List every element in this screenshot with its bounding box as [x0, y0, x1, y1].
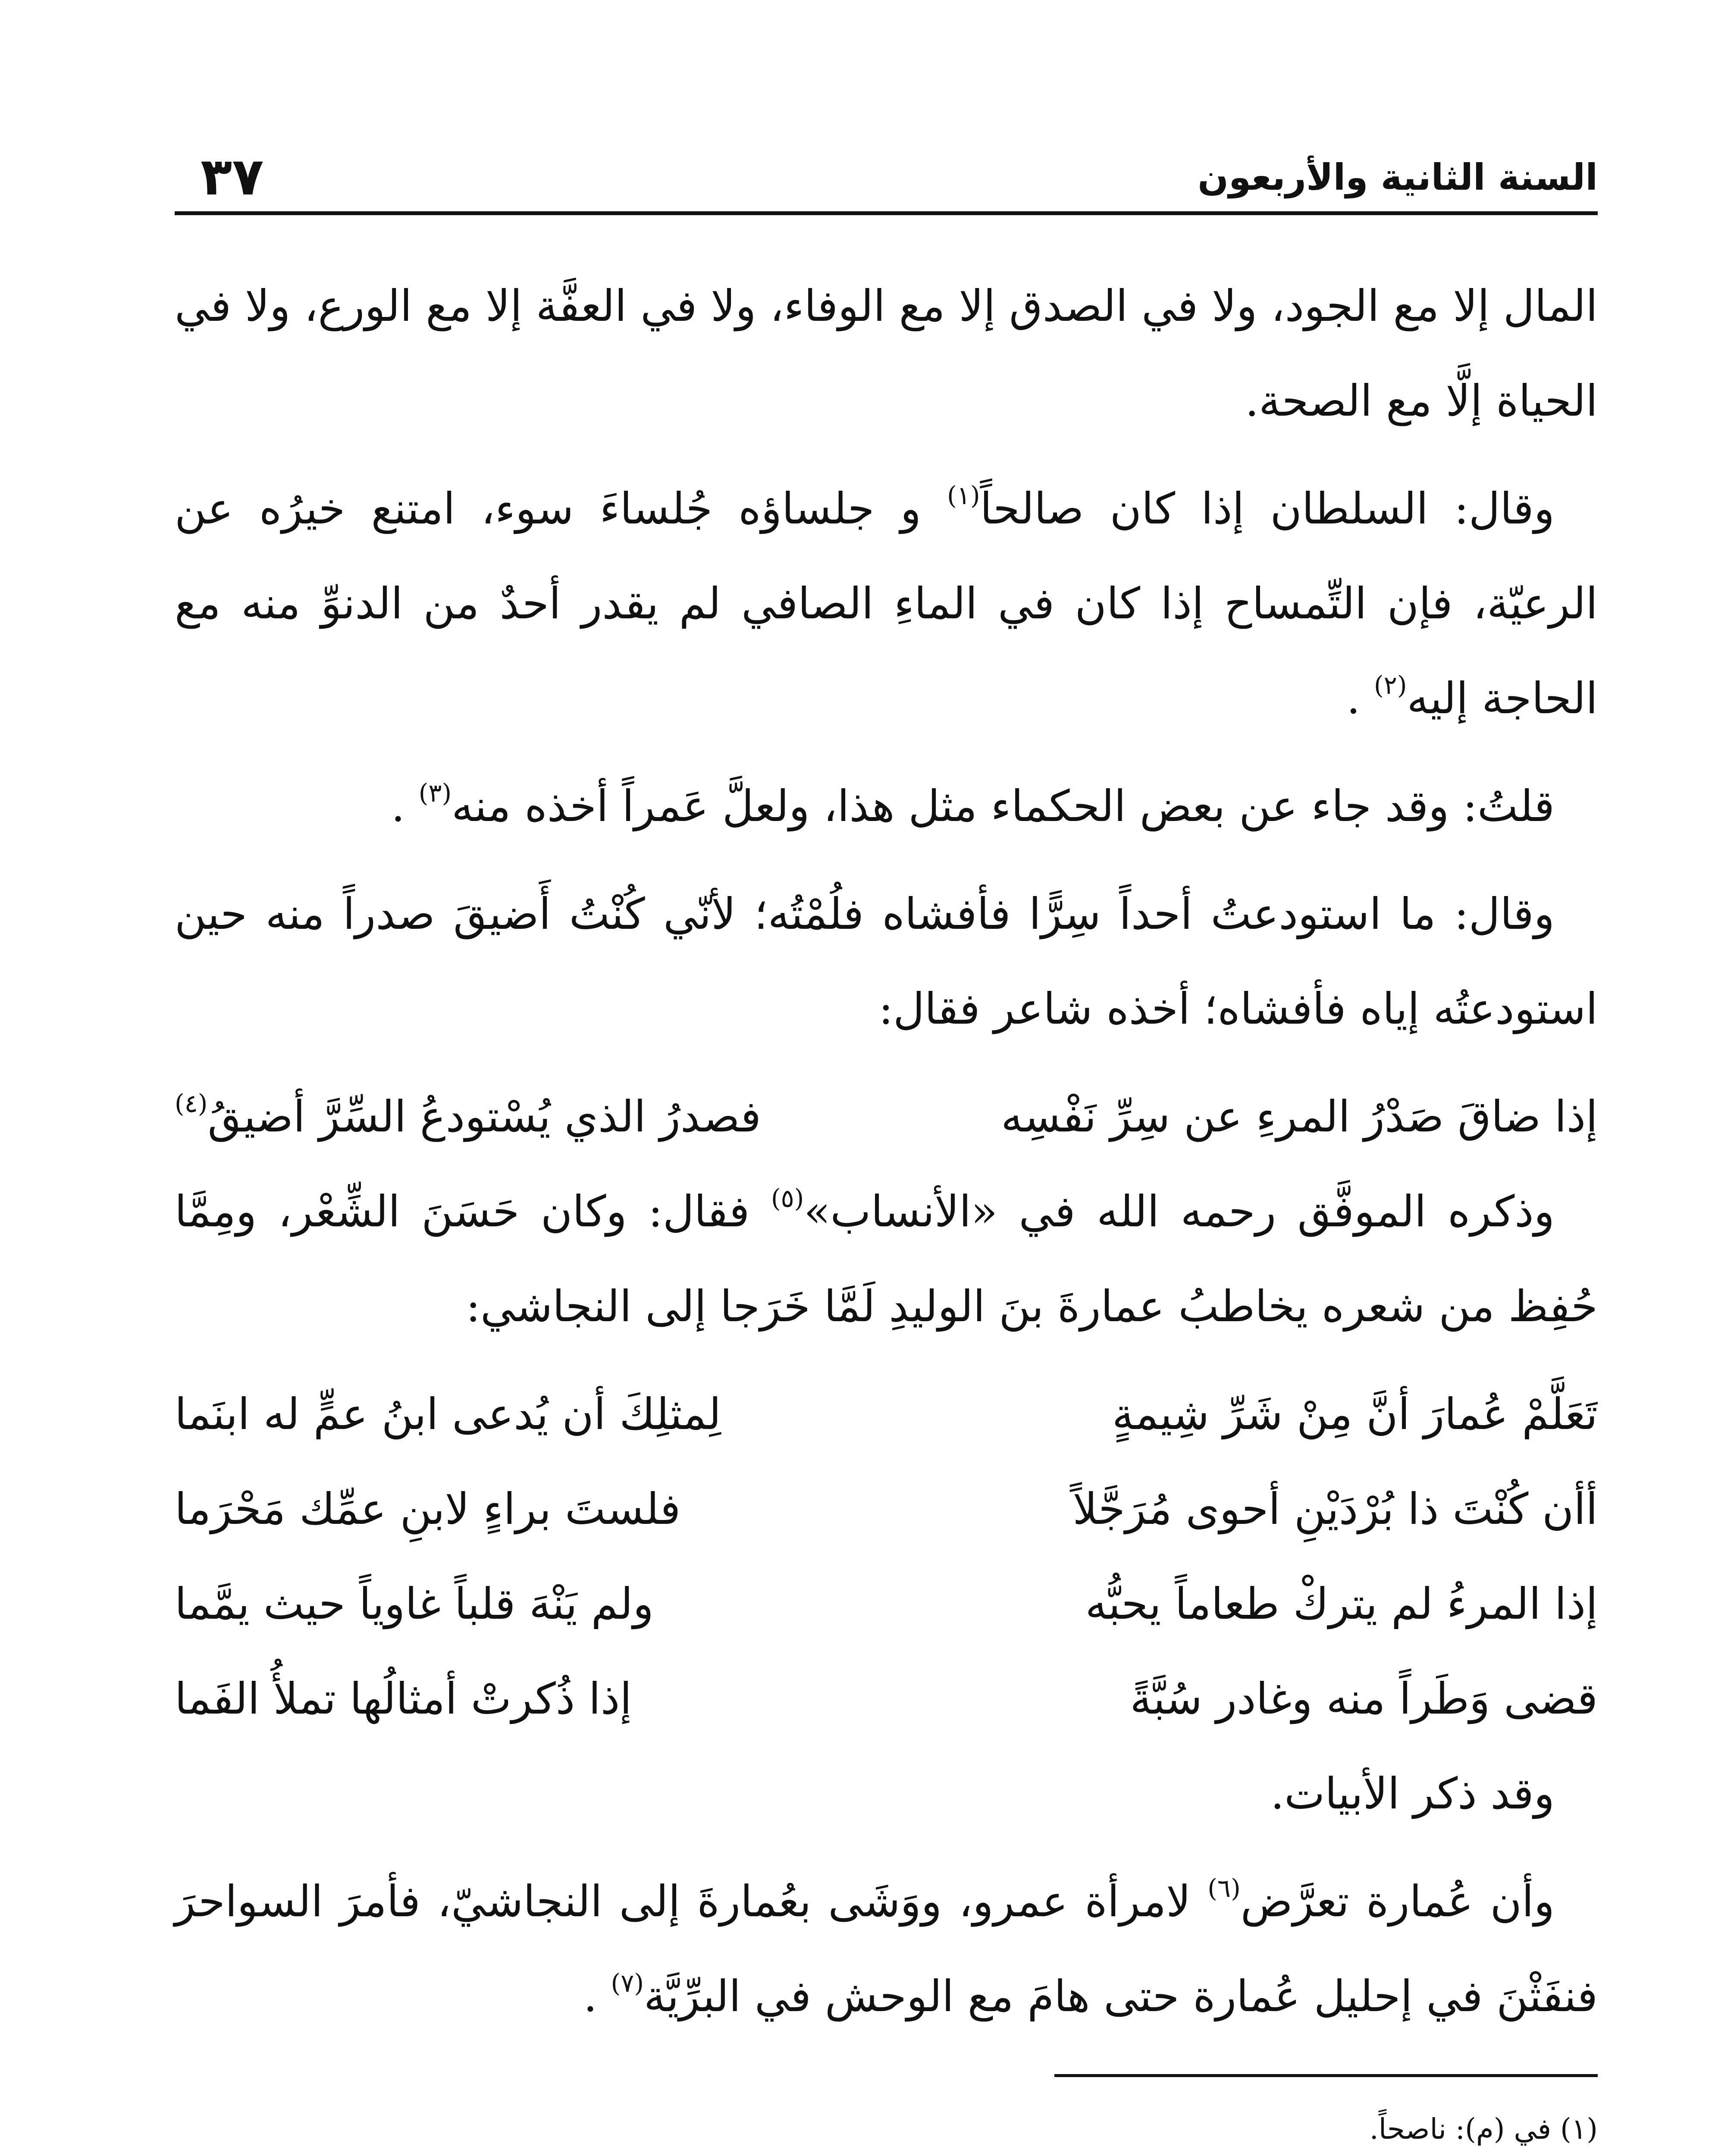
footnote-ref-3[interactable]: (٣): [418, 778, 452, 808]
footnote-ref-6[interactable]: (٦): [1207, 1874, 1241, 1903]
footnote-1: (١) في (م): ناصحاً.: [1369, 2112, 1598, 2146]
footnotes: [175, 2103, 1598, 2156]
poem-verse: [175, 1367, 1598, 1462]
verse-hemistich-first: أأن كُنْتَ ذا بُرْدَيْنِ أحوى مُرَجَّلاً: [1072, 1484, 1598, 1534]
paragraph-5: وذكره الموفَّق رحمه الله في «الأنساب»$^{(٥)}$ فقال: وكان حَسَنَ الشِّعْر، ومِمَّا حُفِظ من شعره يخاطبُ عمارةَ بنَ الوليدِ لَمَّا خَرَجا إلى النجاشي:: [175, 1184, 1598, 1332]
paragraph-4: وقال: ما استودعتُ أحداً سِرًّا فأفشاه فلُمْتُه؛ لأنّي كُنْتُ أَضيقَ صدراً منه حين استودعتُه إياه فأفشاه؛ أخذه شاعر فقال:: [175, 889, 1598, 1034]
paragraph-6: وقد ذكر الأبيات.: [1270, 1768, 1555, 1819]
verse-hemistich-first: إذا ضاقَ صَدْرُ المرءِ عن سِرِّ نَفْسِه: [1001, 1091, 1598, 1142]
footnote-ref-4[interactable]: (٤): [175, 1089, 208, 1118]
paragraph-7: وأن عُمارة تعرَّض$^{(٦)}$ لامرأة عمرو، ووَشَى بعُمارةَ إلى النجاشيّ، فأمرَ السواحرَ فنفَثْنَ في إحليل عُمارة حتى هامَ مع الوحش في البرِّيَّة$^{(٧)}$ .: [175, 1874, 1598, 2021]
footnote-ref-1[interactable]: (١): [947, 481, 980, 510]
poem: [175, 1367, 1598, 1746]
footnote-ref-7[interactable]: (٧): [611, 1968, 644, 1998]
paragraph-2: وقال: السلطان إذا كان صالحاً$^{(١)}$ و جلساؤه جُلساءَ سوء، امتنع خيرُه عن الرعيّة، فإن التِّمساح إذا كان في الماءِ الصافي لم يقدر أحدٌ من الدنوِّ منه مع الحاجة إليه$^{(٢)}$ .: [175, 481, 1598, 724]
poem-verse: [175, 1557, 1598, 1651]
paragraph-3: قلتُ: وقد جاء عن بعض الحكماء مثل هذا، ولعلَّ عَمراً أخذه منه$^{(٣)}$ .: [391, 778, 1555, 831]
poem-verse: [175, 1651, 1598, 1746]
verse-hemistich-first: قضى وَطَراً منه وغادر سُبَّةً: [1130, 1673, 1598, 1724]
verse-hemistich-second: فصدرُ الذي يُسْتودعُ السِّرَّ أضيقُ$^{(٤)}$: [175, 1089, 761, 1142]
footnote-ref-2[interactable]: (٢): [1374, 671, 1407, 700]
verse-hemistich-first: تَعَلَّمْ عُمارَ أنَّ مِنْ شَرِّ شِيمةٍ: [1112, 1389, 1598, 1439]
verse-hemistich-second: إذا ذُكرتْ أمثالُها تملأُ الفَما: [175, 1673, 632, 1724]
verse-hemistich-second: لِمثلِكَ أن يُدعى ابنُ عمٍّ له ابنَما: [175, 1389, 721, 1439]
verse-hemistich-second: ولم يَنْهَ قلباً غاوياً حيث يمَّما: [175, 1579, 654, 1629]
verse-hemistich-second: فلستَ براءٍ لابنِ عمِّك مَحْرَما: [175, 1484, 681, 1534]
footnote-separator: [1054, 2074, 1598, 2077]
running-header-title: السنة الثانية والأربعون: [1198, 156, 1598, 198]
page-number: ٣٧: [201, 147, 264, 207]
footnote-ref-5[interactable]: (٥): [771, 1184, 804, 1213]
verse-hemistich-first: إذا المرءُ لم يتركْ طعاماً يحبُّه: [1085, 1579, 1598, 1629]
paragraph-1: المال إلا مع الجود، ولا في الصدق إلا مع الوفاء، ولا في العفَّة إلا مع الورع، ولا في الحياة إلَّا مع الصحة.: [175, 281, 1598, 426]
verse-line-single: [175, 1069, 1598, 1164]
main-text: [175, 259, 1598, 2156]
running-header: [175, 147, 1598, 215]
poem-verse: [175, 1462, 1598, 1557]
